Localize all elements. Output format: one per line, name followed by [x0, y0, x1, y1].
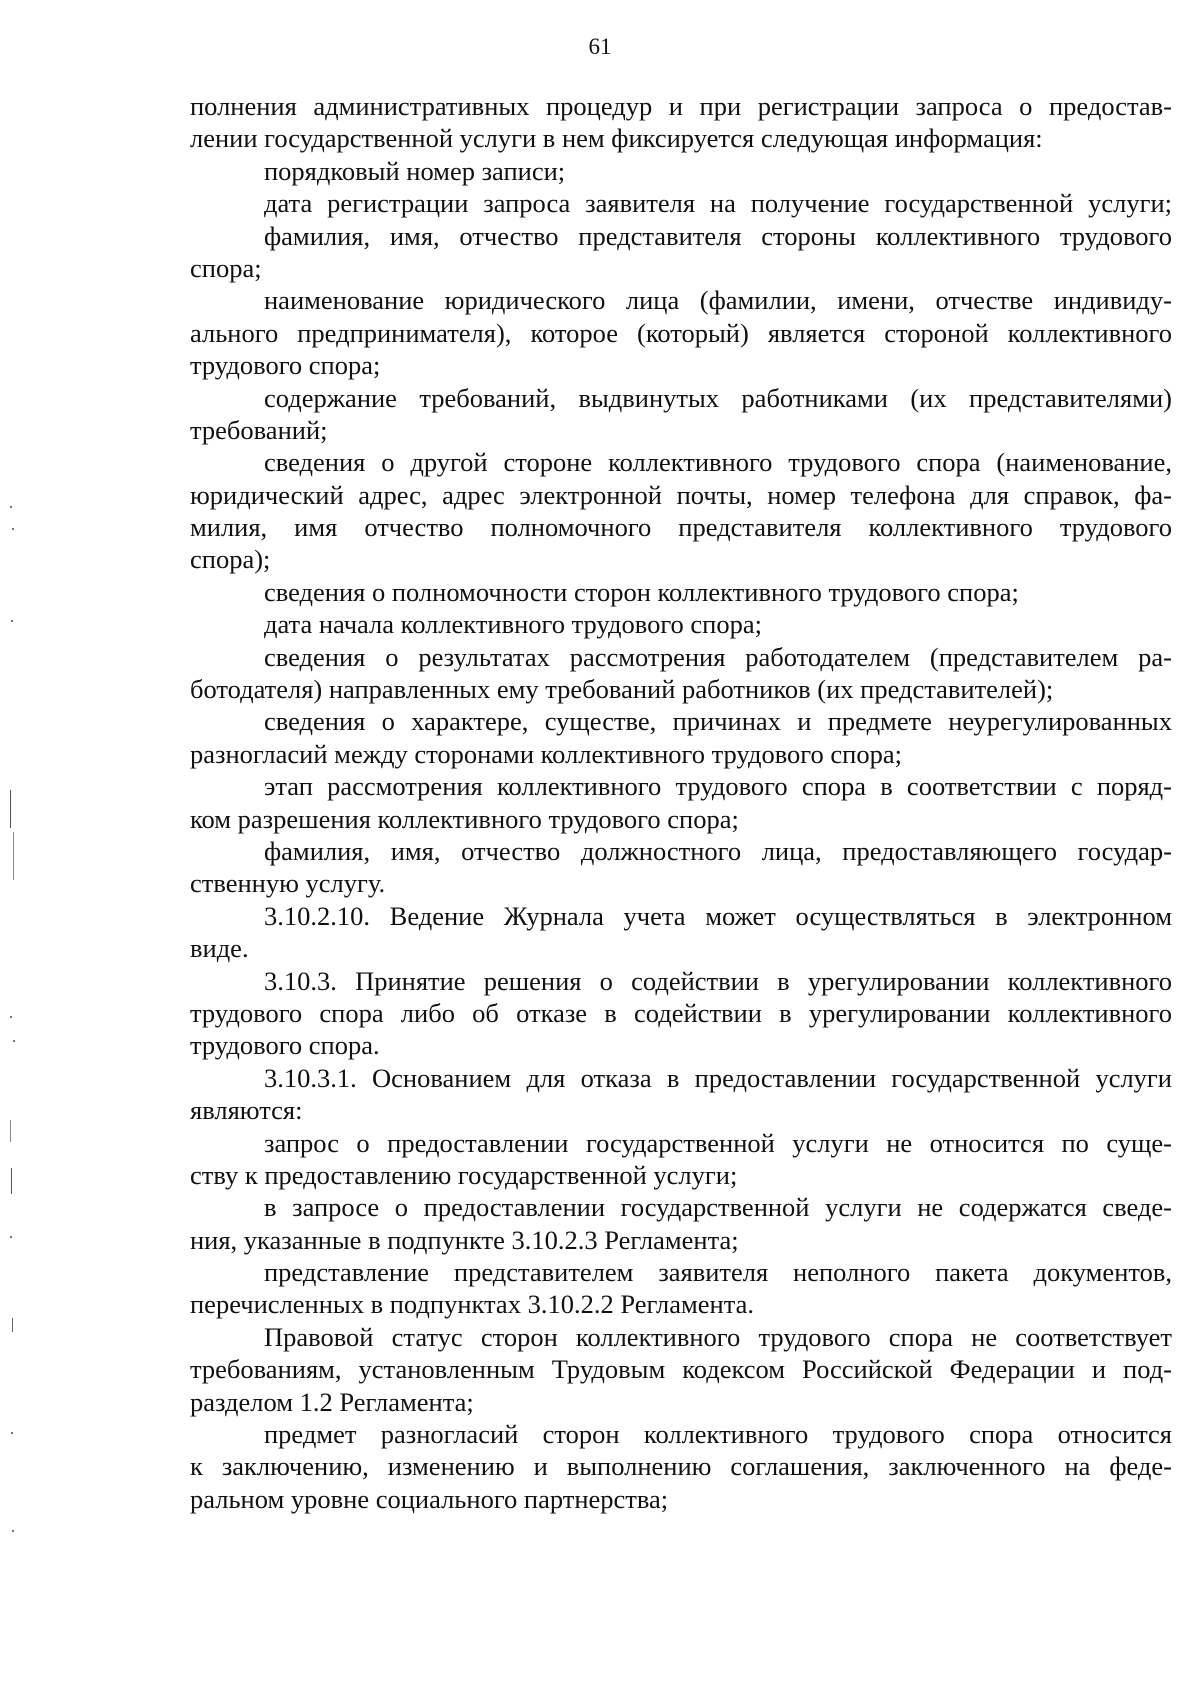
- text-line: требованиям, установленным Трудовым кодексом Российской Федерации и под-: [190, 1354, 1172, 1385]
- text-line: 3.10.3.1. Основанием для отказа в предоставлении государственной услуги: [264, 1062, 1172, 1093]
- text-line: дата начала коллективного трудового спора;: [264, 609, 762, 640]
- text-line: спора;: [190, 252, 262, 283]
- text-line: спора);: [190, 544, 271, 575]
- text-line: лении государственной услуги в нем фиксируется следующая информация:: [190, 123, 1043, 154]
- text-line: дата регистрации запроса заявителя на получение государственной услуги;: [264, 188, 1172, 219]
- text-line: этап рассмотрения коллективного трудового спора в соответствии с поряд-: [264, 771, 1172, 802]
- text-line: полнения административных процедур и при регистрации запроса о предостав-: [190, 91, 1172, 121]
- text-line: порядковый номер записи;: [264, 155, 566, 186]
- text-line: ральном уровне социального партнерства;: [190, 1483, 669, 1514]
- text-line: юридический адрес, адрес электронной почты, номер телефона для справок, фа-: [190, 479, 1172, 510]
- text-line: являются:: [190, 1095, 303, 1126]
- text-line: предмет разногласий сторон коллективного трудового спора относится: [264, 1419, 1172, 1450]
- text-line: ству к предоставлению государственной услуги;: [190, 1159, 738, 1190]
- text-line: к заключению, изменению и выполнению соглашения, заключенного на феде-: [190, 1451, 1172, 1482]
- text-line: виде.: [190, 933, 249, 964]
- text-line: сведения о результатах рассмотрения работодателем (представителем ра-: [264, 641, 1172, 672]
- text-line: ния, указанные в подпункте 3.10.2.3 Регламента;: [190, 1224, 739, 1255]
- text-line: сведения о полномочности сторон коллективного трудового спора;: [264, 576, 1019, 607]
- text-line: разделом 1.2 Регламента;: [190, 1386, 474, 1417]
- text-line: запрос о предоставлении государственной услуги не относится по суще-: [264, 1127, 1172, 1158]
- text-line: ботодателя) направленных ему требований работников (их представителей);: [190, 674, 1054, 705]
- text-line: в запросе о предоставлении государственной услуги не содержатся сведе-: [264, 1192, 1172, 1223]
- text-line: перечисленных в подпунктах 3.10.2.2 Регламента.: [190, 1289, 754, 1320]
- text-line: требований;: [190, 414, 328, 445]
- text-line: трудового спора либо об отказе в содействии в урегулировании коллективного: [190, 997, 1172, 1028]
- text-line: трудового спора;: [190, 350, 381, 381]
- text-line: трудового спора.: [190, 1030, 380, 1061]
- text-line: фамилия, имя, отчество должностного лица, предоставляющего государ-: [264, 835, 1172, 866]
- text-line: сведения о другой стороне коллективного трудового спора (наименование,: [264, 447, 1172, 478]
- text-line: представление представителем заявителя неполного пакета документов,: [264, 1257, 1172, 1288]
- text-line: фамилия, имя, отчество представителя стороны коллективного трудового: [264, 220, 1172, 251]
- text-line: милия, имя отчество полномочного представителя коллективного трудового: [190, 512, 1172, 543]
- text-line: ственную услугу.: [190, 868, 386, 899]
- text-line: наименование юридического лица (фамилии, имени, отчестве индивиду-: [264, 285, 1172, 316]
- text-line: Правовой статус сторон коллективного трудового спора не соответствует: [264, 1321, 1172, 1352]
- text-line: сведения о характере, существе, причинах и предмете неурегулированных: [264, 706, 1172, 737]
- text-line: содержание требований, выдвинутых работниками (их представителями): [264, 382, 1172, 413]
- text-line: 3.10.2.10. Ведение Журнала учета может осуществляться в электронном: [264, 900, 1172, 931]
- text-line: ком разрешения коллективного трудового спора;: [190, 803, 739, 834]
- body-text: [190, 90, 1172, 1515]
- page-number: 61: [588, 34, 612, 59]
- text-line: ального предпринимателя), которое (который) является стороной коллективного: [190, 317, 1172, 348]
- text-line: разногласий между сторонами коллективного трудового спора;: [190, 738, 902, 769]
- text-line: 3.10.3. Принятие решения о содействии в урегулировании коллективного: [264, 965, 1172, 996]
